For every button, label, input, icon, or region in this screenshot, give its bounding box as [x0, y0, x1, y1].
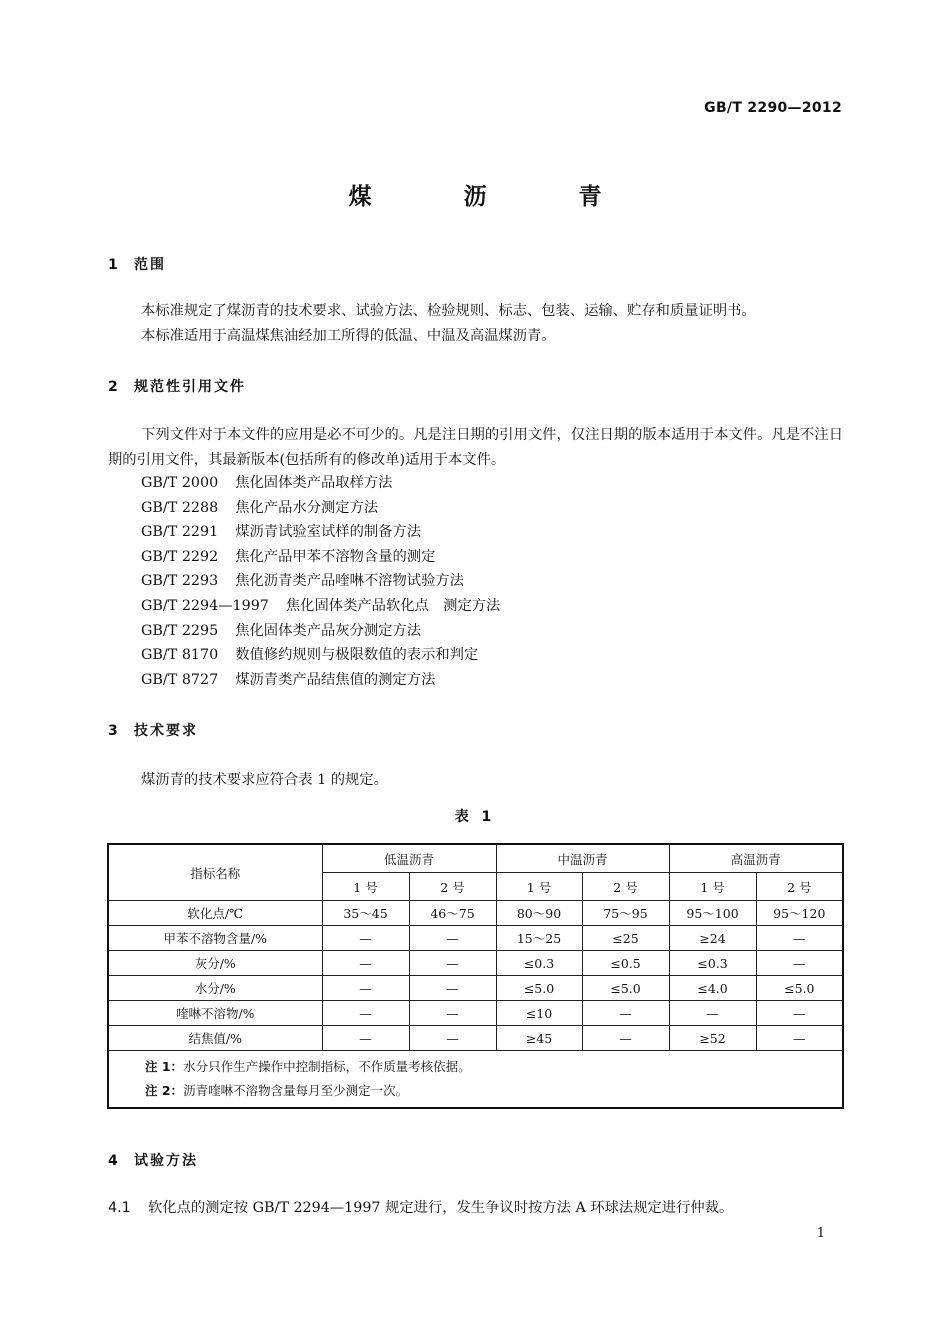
- section-3-heading: [108, 720, 198, 740]
- table-row: [108, 926, 843, 951]
- row-index-name: 结焦值/%: [108, 1026, 322, 1051]
- reference-title: 焦化产品甲苯不溶物含量的测定: [235, 548, 436, 565]
- table-cell: ≤0.5: [582, 951, 669, 976]
- subsection-text: 软化点的测定按 GB/T 2294—1997 规定进行，发生争议时按方法 A 环球法规定进行仲裁。: [148, 1200, 734, 1216]
- note-text: 沥青喹啉不溶物含量每月至少测定一次。: [183, 1083, 409, 1098]
- reference-title: 焦化沥青类产品喹啉不溶物试验方法: [235, 573, 464, 590]
- grade-header: 1 号: [322, 873, 409, 901]
- table-row: [108, 901, 843, 926]
- standard-code: GB/T 2290—2012: [704, 100, 842, 116]
- table-cell: —: [322, 1001, 409, 1026]
- grade-header: 2 号: [756, 873, 843, 901]
- reference-item: [141, 521, 421, 541]
- table-cell: ≤10: [496, 1001, 582, 1026]
- reference-title: 焦化固体类产品灰分测定方法: [235, 622, 422, 639]
- reference-code: GB/T 2293: [141, 573, 219, 590]
- table-cell: ≤5.0: [582, 976, 669, 1001]
- subsection-4-1: [108, 1197, 733, 1217]
- row-index-name: 灰分/%: [108, 951, 322, 976]
- table-cell: —: [409, 976, 496, 1001]
- section-1-heading: [108, 254, 166, 274]
- reference-item: [141, 546, 435, 566]
- table-cell: —: [582, 1001, 669, 1026]
- index-name-header: 指标名称: [108, 844, 322, 901]
- table-cell: —: [756, 1026, 843, 1051]
- table-notes-row: [108, 1051, 843, 1109]
- reference-title: 焦化固体类产品取样方法: [235, 475, 393, 491]
- row-index-name: 软化点/℃: [108, 901, 322, 926]
- scope-paragraph-2: 本标准适用于高温煤焦油经加工所得的低温、中温及高温煤沥青。: [141, 328, 556, 344]
- reference-title: 数值修约规则与极限数值的表示和判定: [235, 647, 479, 664]
- section-2-heading: [108, 376, 246, 396]
- reference-item: [141, 570, 464, 590]
- grade-header: 1 号: [496, 873, 582, 901]
- table-row: [108, 1026, 843, 1051]
- table-cell: ≤4.0: [669, 976, 756, 1001]
- group-header-low: 低温沥青: [322, 844, 496, 873]
- group-header-high: 高温沥青: [669, 844, 843, 873]
- reference-title: 焦化固体类产品软化点 测定方法: [285, 598, 501, 614]
- grade-header: 2 号: [409, 873, 496, 901]
- section-title: 技术要求: [134, 723, 198, 739]
- table-note: [145, 1079, 842, 1103]
- table-cell: ≤5.0: [496, 976, 582, 1001]
- table-row: [108, 1001, 843, 1026]
- section-title: 规范性引用文件: [134, 379, 246, 395]
- grade-header: 1 号: [669, 873, 756, 901]
- table-cell: —: [322, 926, 409, 951]
- reference-code: GB/T 2295: [141, 622, 219, 639]
- table-cell: —: [756, 951, 843, 976]
- table-cell: 80～90: [496, 901, 582, 926]
- section-4-heading: [108, 1150, 198, 1170]
- reference-code: GB/T 2291: [141, 524, 219, 541]
- table-cell: —: [409, 926, 496, 951]
- subsection-number: 4.1: [108, 1200, 131, 1216]
- table-cell: —: [322, 951, 409, 976]
- table-row: [108, 976, 843, 1001]
- table-cell: —: [582, 1026, 669, 1051]
- table-cell: —: [409, 1001, 496, 1026]
- reference-item: [141, 669, 435, 689]
- table-cell: 95～100: [669, 901, 756, 926]
- table-cell: —: [409, 951, 496, 976]
- section-number: 1: [108, 257, 118, 273]
- section-title: 范围: [134, 257, 166, 273]
- section-number: 2: [108, 379, 118, 395]
- row-index-name: 甲苯不溶物含量/%: [108, 926, 322, 951]
- table-header-row: [108, 844, 843, 873]
- grade-header: 2 号: [582, 873, 669, 901]
- requirements-table: [107, 843, 844, 1109]
- row-index-name: 喹啉不溶物/%: [108, 1001, 322, 1026]
- table-cell: ≤25: [582, 926, 669, 951]
- table-cell: 95～120: [756, 901, 843, 926]
- table-cell: 46～75: [409, 901, 496, 926]
- table-cell: —: [409, 1026, 496, 1051]
- note-text: 水分只作生产操作中控制指标，不作质量考核依据。: [183, 1059, 471, 1074]
- section-number: 4: [108, 1153, 118, 1169]
- reference-title: 煤沥青类产品结焦值的测定方法: [235, 671, 436, 688]
- table-row: [108, 951, 843, 976]
- table-cell: —: [669, 1001, 756, 1026]
- group-header-medium: 中温沥青: [496, 844, 669, 873]
- table-note: [145, 1055, 842, 1079]
- reference-item: [141, 644, 478, 664]
- reference-title: 煤沥青试验室试样的制备方法: [235, 524, 422, 541]
- table-cell: 15～25: [496, 926, 582, 951]
- table-cell: ≥24: [669, 926, 756, 951]
- reference-code: GB/T 2288: [141, 499, 219, 516]
- table-cell: 35～45: [322, 901, 409, 926]
- table-cell: ≤0.3: [669, 951, 756, 976]
- requirements-paragraph: 煤沥青的技术要求应符合表 1 的规定。: [141, 772, 388, 788]
- scope-paragraph-1: 本标准规定了煤沥青的技术要求、试验方法、检验规则、标志、包装、运输、贮存和质量证明书。: [141, 303, 756, 319]
- row-index-name: 水分/%: [108, 976, 322, 1001]
- reference-item: [141, 595, 500, 615]
- table-cell: —: [322, 976, 409, 1001]
- page-number: 1: [816, 1226, 825, 1241]
- table-cell: ≥45: [496, 1026, 582, 1051]
- reference-code: GB/T 8170: [141, 647, 219, 664]
- note-label: 注 2：: [145, 1083, 184, 1098]
- reference-code: GB/T 2292: [141, 548, 219, 565]
- note-label: 注 1：: [145, 1059, 184, 1074]
- table-cell: ≥52: [669, 1026, 756, 1051]
- section-title: 试验方法: [134, 1153, 198, 1169]
- reference-code: GB/T 8727: [141, 671, 219, 688]
- table-cell: 75～95: [582, 901, 669, 926]
- document-title: 煤 沥 青: [348, 184, 644, 210]
- table-cell: ≤5.0: [756, 976, 843, 1001]
- reference-item: [141, 472, 392, 492]
- reference-item: [141, 620, 421, 640]
- table-cell: —: [756, 1001, 843, 1026]
- table-notes: [108, 1051, 843, 1109]
- reference-code: GB/T 2000: [141, 475, 219, 491]
- references-intro: 下列文件对于本文件的应用是必不可少的。凡是注日期的引用文件，仅注日期的版本适用于本文件。凡是不注日期的引用文件，其最新版本(包括所有的修改单)适用于本文件。: [108, 427, 843, 468]
- section-number: 3: [108, 723, 118, 739]
- table-caption: 表 1: [454, 809, 496, 825]
- reference-code: GB/T 2294—1997: [141, 598, 269, 614]
- table-cell: —: [322, 1026, 409, 1051]
- reference-title: 焦化产品水分测定方法: [235, 499, 379, 516]
- table-cell: —: [756, 926, 843, 951]
- table-cell: ≤0.3: [496, 951, 582, 976]
- reference-item: [141, 497, 378, 517]
